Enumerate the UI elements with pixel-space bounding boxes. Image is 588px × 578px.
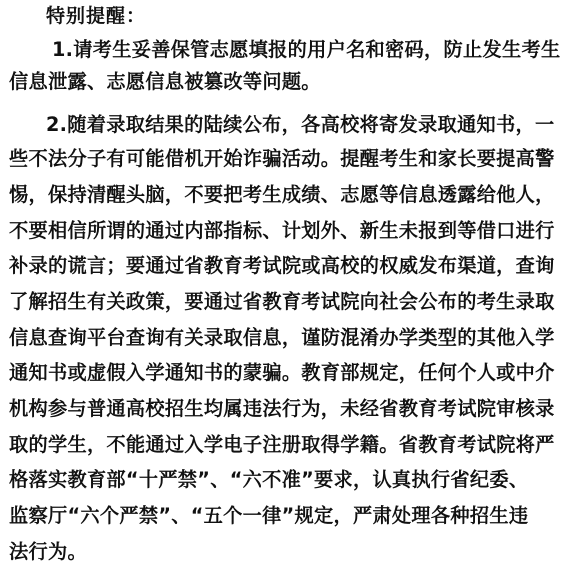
paragraph-2-line: 惕，保持清醒头脑，不要把考生成绩、志愿等信息透露给他人， bbox=[9, 183, 555, 206]
paragraph-2-line: 些不法分子有可能借机开始诈骗活动。提醒考生和家长要提高警 bbox=[9, 147, 555, 170]
notice-heading: 特别提醒： bbox=[46, 5, 147, 27]
paragraph-2-line: 不要相信所谓的通过内部指标、计划外、新生未报到等借口进行 bbox=[9, 219, 555, 242]
paragraph-2-line: 格落实教育部“十严禁”、“六不准”要求，认真执行省纪委、 bbox=[9, 468, 529, 491]
paragraph-2-line: 机构参与普通高校招生均属违法行为，未经省教育考试院审核录 bbox=[9, 397, 555, 420]
paragraph-1-line: 1.请考生妥善保管志愿填报的用户名和密码，防止发生考生 bbox=[52, 38, 561, 61]
paragraph-2-line: 信息查询平台查询有关录取信息，谨防混淆办学类型的其他入学 bbox=[9, 326, 555, 349]
paragraph-1-line: 信息泄露、志愿信息被篡改等问题。 bbox=[9, 70, 321, 93]
paragraph-2-line: 通知书或虚假入学通知书的蒙骗。教育部规定，任何个人或中介 bbox=[9, 361, 555, 384]
paragraph-2-line: 取的学生，不能通过入学电子注册取得学籍。省教育考试院将严 bbox=[9, 433, 555, 456]
paragraph-2-line: 了解招生有关政策，要通过省教育考试院向社会公布的考生录取 bbox=[9, 290, 555, 313]
paragraph-2-line: 监察厅“六个严禁”、“五个一律”规定，严肃处理各种招生违 bbox=[9, 504, 529, 527]
paragraph-2-line: 补录的谎言；要通过省教育考试院或高校的权威发布渠道，查询 bbox=[9, 254, 555, 277]
paragraph-2-line: 法行为。 bbox=[9, 540, 87, 563]
paragraph-2-line: 2.随着录取结果的陆续公布，各高校将寄发录取通知书，一 bbox=[46, 113, 555, 136]
